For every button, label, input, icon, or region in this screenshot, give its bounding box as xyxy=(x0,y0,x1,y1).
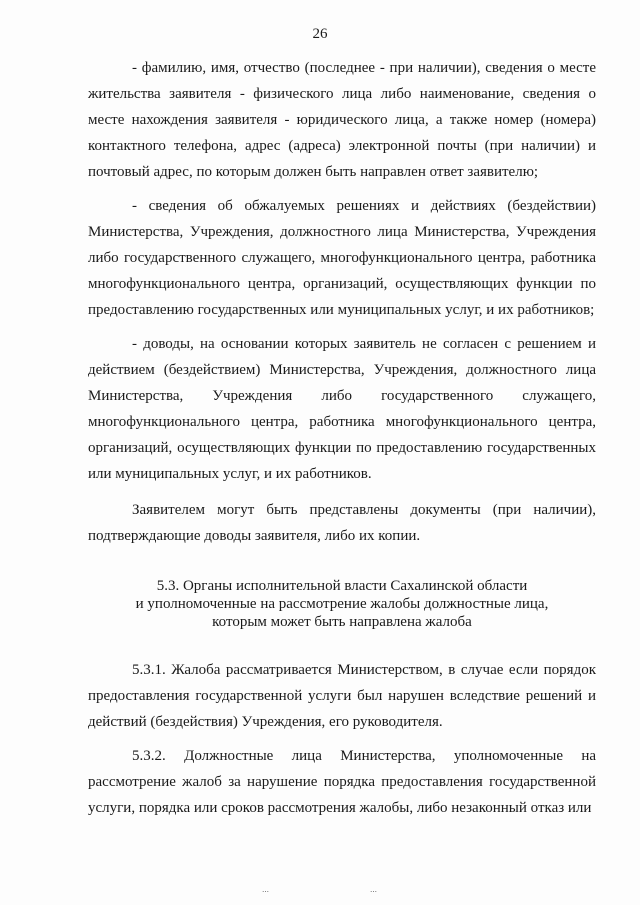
document-body xyxy=(88,55,596,821)
scan-speck: ⋯ xyxy=(370,888,376,896)
page-number: 26 xyxy=(312,26,328,42)
section-heading-line-2: и уполномоченные на рассмотрение жалобы должностные лица, xyxy=(135,596,549,612)
section-heading-line-1: 5.3. Органы исполнительной власти Сахалинской области xyxy=(156,578,528,594)
paragraph-applicant-name: - фамилию, имя, отчество (последнее - при наличии), сведения о месте жительства заявителя - физического лица либо наименование, сведения о месте нахождения заявителя - юридического лица, а также номер (номера) контактного телефона, адрес (адреса) электронной почты (при наличии) и почтовый адрес, по которым должен быть направлен ответ заявителю; xyxy=(88,60,596,180)
paragraph-5-3-2: 5.3.2. Должностные лица Министерства, уполномоченные на рассмотрение жалоб за нарушение порядка предоставления государственной услуги, порядка или сроков рассмотрения жалобы, либо незаконный отказ или xyxy=(88,748,596,816)
paragraph-documents: Заявителем могут быть представлены документы (при наличии), подтверждающие доводы заявителя, либо их копии. xyxy=(88,502,596,544)
section-heading xyxy=(88,577,596,631)
paragraph-appealed-decisions: - сведения об обжалуемых решениях и действиях (бездействии) Министерства, Учреждения, должностного лица Министерства, Учреждения либо государственного служащего, многофункционального центра, работника многофункционального центра, организаций, осуществляющих функции по предоставлению государственных или муниципальных услуг, и их работников; xyxy=(88,198,596,318)
paragraph-5-3-1: 5.3.1. Жалоба рассматривается Министерством, в случае если порядок предоставления государственной услуги был нарушен вследствие решений и действий (бездействия) Учреждения, его руководителя. xyxy=(88,662,596,730)
section-heading-line-3: которым может быть направлена жалоба xyxy=(212,614,472,630)
scan-speck: ⋯ xyxy=(262,888,268,896)
paragraph-arguments: - доводы, на основании которых заявитель не согласен с решением и действием (бездействием) Министерства, Учреждения, должностного лица Министерства, Учреждения либо государственного служащего, многофункционального центра, работника многофункционального центра, организаций, осуществляющих функции по предоставлению государственных или муниципальных услуг, и их работников. xyxy=(88,336,596,482)
